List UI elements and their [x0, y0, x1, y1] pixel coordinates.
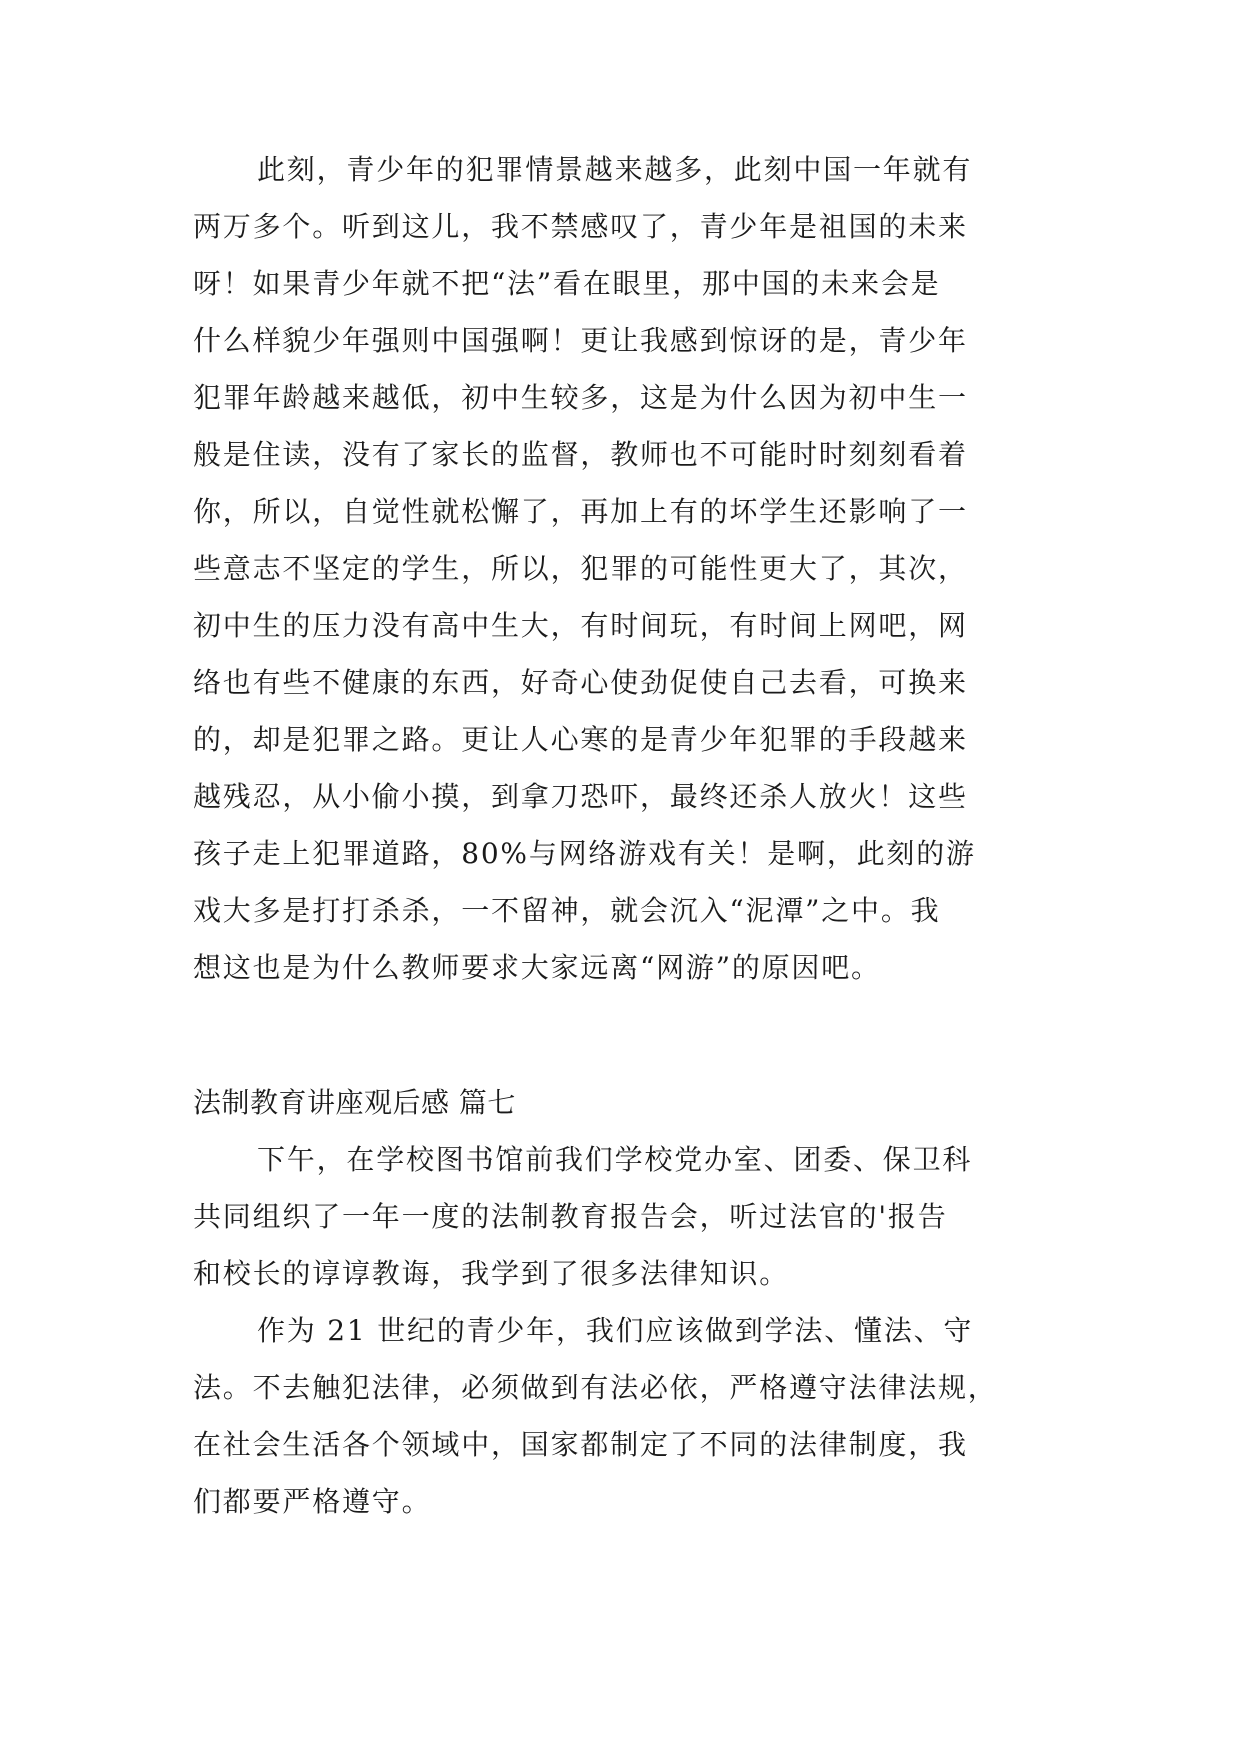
paragraph-line: 们都要严格遵守。: [193, 1485, 432, 1518]
paragraph-line: 两万多个。听到这儿，我不禁感叹了，青少年是祖国的未来: [193, 210, 968, 243]
paragraph-line: 作为 21 世纪的青少年，我们应该做到学法、懂法、守: [257, 1314, 974, 1347]
paragraph-line: 此刻，青少年的犯罪情景越来越多，此刻中国一年就有: [257, 153, 973, 186]
paragraph-line: 共同组织了一年一度的法制教育报告会，听过法官的'报告: [193, 1200, 948, 1233]
paragraph-line: 的，却是犯罪之路。更让人心寒的是青少年犯罪的手段越来: [193, 723, 968, 756]
paragraph-line: 般是住读，没有了家长的监督，教师也不可能时时刻刻看着: [193, 438, 968, 471]
paragraph-line: 呀！如果青少年就不把“法”看在眼里，那中国的未来会是: [193, 267, 941, 300]
paragraph-line: 想这也是为什么教师要求大家远离“网游”的原因吧。: [193, 951, 881, 984]
paragraph-line: 越残忍，从小偷小摸，到拿刀恐吓，最终还杀人放火！这些: [193, 780, 968, 813]
paragraph-line: 你，所以，自觉性就松懈了，再加上有的坏学生还影响了一: [193, 495, 968, 528]
paragraph-line: 初中生的压力没有高中生大，有时间玩，有时间上网吧，网: [193, 609, 968, 642]
paragraph-line: 些意志不坚定的学生，所以，犯罪的可能性更大了，其次，: [193, 552, 968, 585]
paragraph-line: 孩子走上犯罪道路，80%与网络游戏有关！是啊，此刻的游: [193, 837, 976, 870]
paragraph-line: 戏大多是打打杀杀，一不留神，就会沉入“泥潭”之中。我: [193, 894, 941, 927]
paragraph-line: 犯罪年龄越来越低，初中生较多，这是为什么因为初中生一: [193, 381, 968, 414]
paragraph-line: 下午，在学校图书馆前我们学校党办室、团委、保卫科: [257, 1143, 973, 1176]
paragraph-line: 什么样貌少年强则中国强啊！更让我感到惊讶的是，青少年: [193, 324, 968, 357]
paragraph-line: 法。不去触犯法律，必须做到有法必依，严格遵守法律法规，: [193, 1371, 998, 1404]
paragraph-line: 络也有些不健康的东西，好奇心使劲促使自己去看，可换来: [193, 666, 968, 699]
paragraph-line: 和校长的谆谆教诲，我学到了很多法律知识。: [193, 1257, 790, 1290]
section-heading: 法制教育讲座观后感 篇七: [193, 1086, 516, 1119]
paragraph-line: 在社会生活各个领域中，国家都制定了不同的法律制度，我: [193, 1428, 968, 1461]
